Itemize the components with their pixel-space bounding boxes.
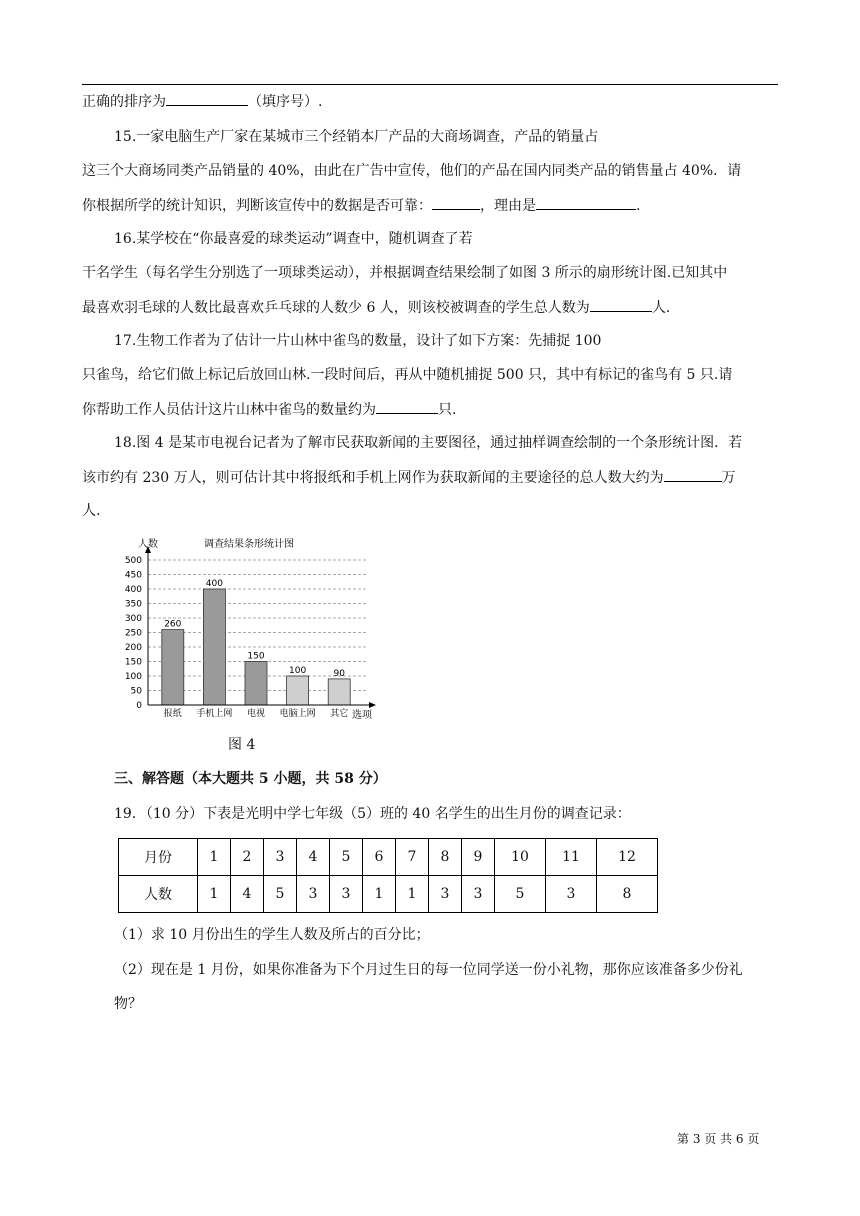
q14-tail: （填序号）. — [248, 94, 323, 110]
q17-answer-blank[interactable] — [376, 399, 438, 414]
table-cell: 3 — [462, 876, 495, 913]
table-cell: 1 — [198, 839, 231, 876]
chart-y-tick-label: 100 — [124, 672, 142, 682]
q15-answer-blank-2[interactable] — [536, 195, 636, 210]
table-cell: 1 — [396, 876, 429, 913]
table-cell: 6 — [363, 839, 396, 876]
q15-line-3 — [82, 195, 640, 216]
table-cell: 3 — [330, 876, 363, 913]
figure-caption: 图 4 — [228, 737, 256, 753]
q15-text-b: ，理由是 — [480, 198, 536, 214]
q17-text-a: 你帮助工作人员估计这片山林中雀鸟的数量约为 — [82, 402, 376, 418]
q17-text-b: 只. — [438, 402, 457, 418]
chart-category-label: 其它 — [330, 709, 349, 719]
table-cell: 5 — [495, 876, 546, 913]
chart-y-tick-label: 250 — [124, 628, 142, 639]
chart-bar — [287, 676, 309, 705]
q18-text-a: 该市约有 230 万人，则可估计其中将报纸和手机上网作为获取新闻的主要途径的总人数大约为 — [82, 470, 664, 486]
q17-line-3 — [82, 399, 456, 420]
chart-value-label: 90 — [333, 668, 345, 679]
table-cell: 3 — [297, 876, 330, 913]
q14-answer-blank[interactable] — [166, 91, 248, 106]
q15-line-2: 这三个大商场同类产品销量的 40%，由此在广告中宣传，他们的产品在国内同类产品的销售量占 40%．请 — [82, 163, 742, 179]
q18-text-b: 万 — [721, 470, 736, 486]
q19-part-2: （2）现在是 1 月份，如果你准备为下个月过生日的每一位同学送一份小礼物，那你应该准备多少份礼 — [114, 962, 743, 978]
q15-line-1: 15.一家电脑生产厂家在某城市三个经销本厂产品的大商场调查，产品的销量占 — [114, 129, 599, 145]
chart-value-label: 150 — [247, 651, 265, 662]
q18-line-3: 人. — [82, 503, 101, 519]
q17-line-1: 17.生物工作者为了估计一片山林中雀鸟的数量，设计了如下方案：先捕捉 100 — [114, 333, 602, 349]
q19-intro: 19．（10 分）下表是光明中学七年级（5）班的 40 名学生的出生月份的调查记录： — [114, 806, 631, 822]
table-cell: 4 — [297, 839, 330, 876]
chart-bar — [245, 662, 267, 706]
table-cell: 7 — [396, 839, 429, 876]
table-cell: 3 — [546, 876, 597, 913]
table-row-counts — [119, 876, 658, 913]
chart-x-label: 选项 — [352, 710, 372, 721]
header-rule — [82, 84, 778, 85]
chart-title: 调查结果条形统计图 — [204, 539, 294, 550]
table-cell: 1 — [363, 876, 396, 913]
table-cell: 12 — [597, 839, 658, 876]
chart-y-tick-label: 0 — [136, 701, 142, 711]
q18-answer-blank[interactable] — [664, 467, 722, 482]
chart-category-label: 报纸 — [163, 709, 182, 719]
table-cell: 10 — [495, 839, 546, 876]
q19-part-2-cont: 物？ — [114, 996, 142, 1012]
q16-text-b: 人. — [651, 300, 671, 316]
chart-y-ticks — [125, 556, 142, 711]
page-footer: 第 3 页 共 6 页 — [677, 1132, 760, 1146]
table-row-label: 人数 — [119, 876, 198, 913]
table-cell: 8 — [429, 839, 462, 876]
chart-y-tick-label: 200 — [124, 643, 142, 653]
q14-tail-line — [82, 91, 322, 112]
q16-text-a: 最喜欢羽毛球的人数比最喜欢乒乓球的人数少 6 人，则该校被调查的学生总人数为 — [82, 300, 590, 316]
table-row-months — [119, 839, 658, 876]
chart-category-label: 电视 — [246, 709, 266, 719]
chart-bar — [162, 630, 184, 705]
chart-y-tick-label: 450 — [124, 570, 142, 581]
table-cell: 2 — [231, 839, 264, 876]
table-cell: 3 — [429, 876, 462, 913]
bar-chart — [112, 532, 382, 722]
chart-y-tick-label: 350 — [124, 599, 142, 610]
chart-category-label: 电脑上网 — [279, 709, 316, 719]
table-cell: 5 — [264, 876, 297, 913]
chart-y-tick-label: 400 — [124, 585, 142, 595]
chart-value-label: 400 — [205, 579, 223, 589]
chart-y-label: 人数 — [138, 539, 158, 550]
q17-line-2: 只雀鸟，给它们做上标记后放回山林.一段时间后，再从中随机捕捉 500 只，其中有标记的雀鸟有 5 只.请 — [82, 367, 733, 383]
q14-text: 正确的排序为 — [82, 94, 166, 110]
table-cell: 5 — [330, 839, 363, 876]
table-cell: 11 — [546, 839, 597, 876]
q16-line-2: 干名学生（每名学生分别选了一项球类运动），并根据调查结果绘制了如图 3 所示的扇形统计图.已知其中 — [82, 265, 728, 281]
table-cell: 1 — [198, 876, 231, 913]
q16-line-1: 16.某学校在“你最喜爱的球类运动”调查中，随机调查了若 — [114, 231, 473, 247]
q18-line-2 — [82, 467, 736, 488]
q18-line-1: 18.图 4 是某市电视台记者为了解市民获取新闻的主要图径，通过抽样调查绘制的一个条形统计图．若 — [114, 435, 743, 451]
chart-y-tick-label: 150 — [124, 657, 142, 668]
table-row-label: 月份 — [119, 839, 198, 876]
table-cell: 3 — [264, 839, 297, 876]
chart-x-axis-arrow — [369, 702, 376, 708]
chart-bars — [162, 579, 350, 719]
q16-answer-blank[interactable] — [590, 297, 652, 312]
q15-text-end: . — [636, 198, 641, 214]
q15-text-a: 你根据所学的统计知识，判断该宣传中的数据是否可靠： — [82, 198, 432, 214]
chart-value-label: 260 — [164, 619, 182, 630]
section-three-heading: 三、解答题（本大题共 5 小题，共 58 分） — [114, 771, 387, 787]
chart-y-tick-label: 50 — [130, 686, 142, 697]
table-cell: 8 — [597, 876, 658, 913]
chart-y-tick-label: 500 — [124, 556, 142, 566]
chart-bar — [328, 679, 350, 705]
q19-part-1: （1）求 10 月份出生的学生人数及所占的百分比； — [114, 927, 430, 943]
table-cell: 4 — [231, 876, 264, 913]
q15-answer-blank-1[interactable] — [432, 195, 480, 210]
chart-value-label: 100 — [289, 666, 307, 676]
table-cell: 9 — [462, 839, 495, 876]
chart-category-label: 手机上网 — [196, 709, 233, 719]
q16-line-3 — [82, 297, 670, 318]
birth-month-table — [118, 838, 658, 913]
chart-bar — [203, 589, 225, 705]
chart-y-tick-label: 300 — [124, 614, 142, 624]
